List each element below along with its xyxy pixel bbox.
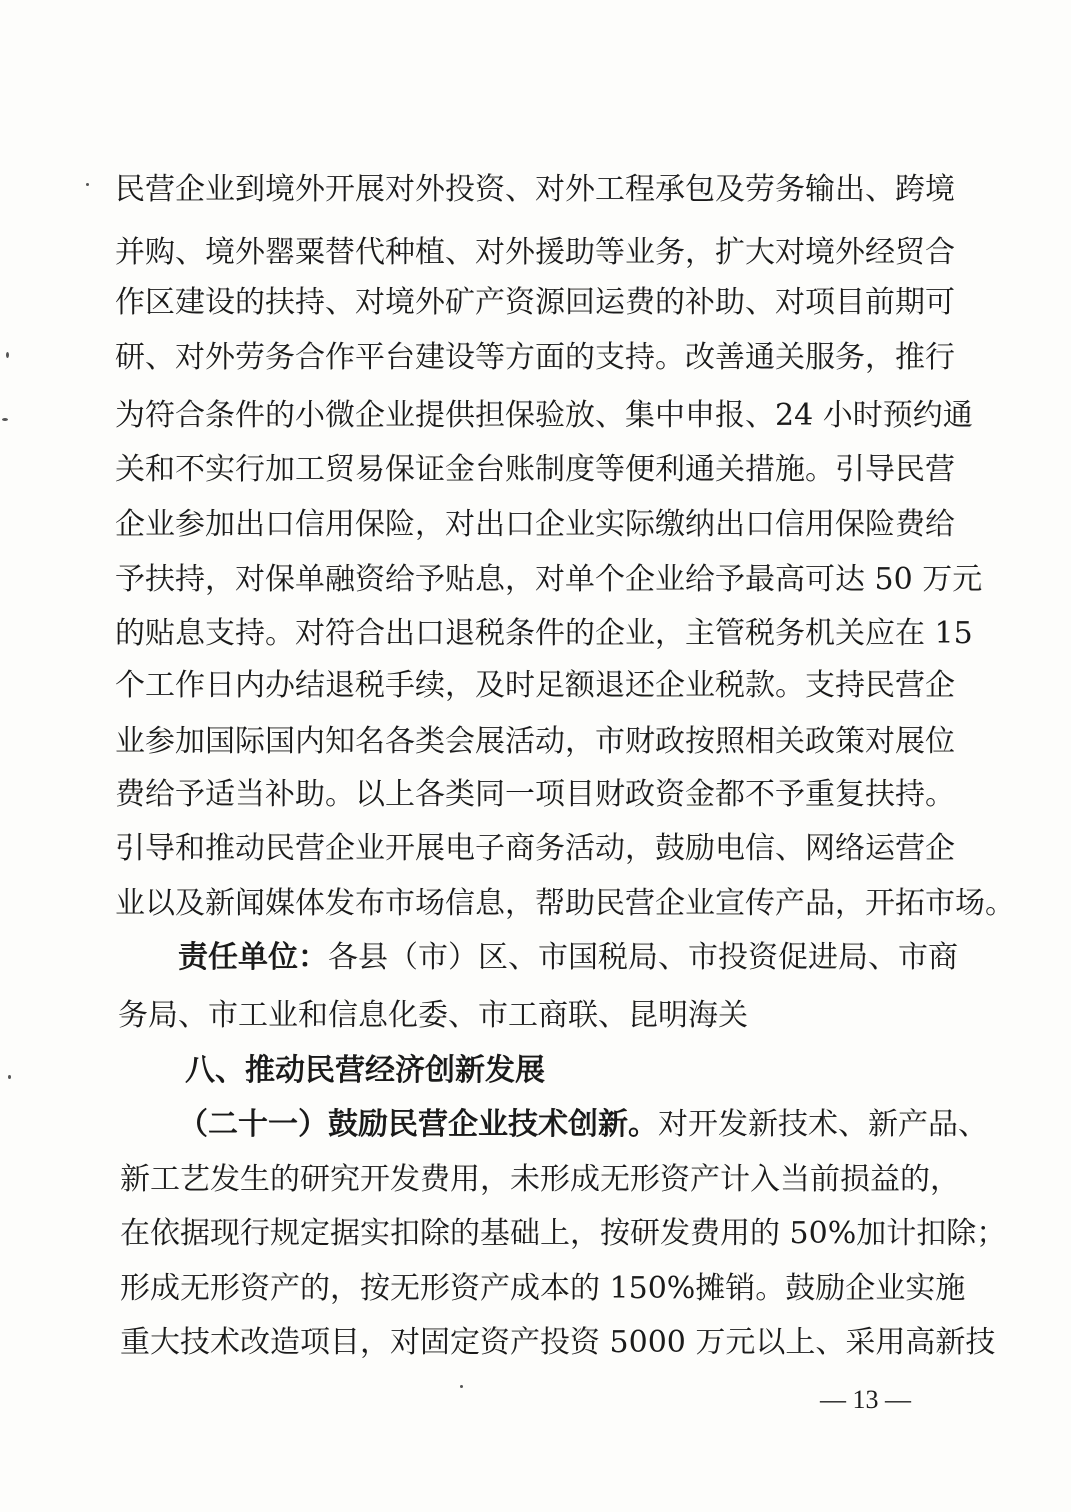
body-line: 予扶持，对保单融资给予贴息，对单个企业给予最高可达 50 万元: [115, 562, 983, 597]
subsection-line: 重大技术改造项目，对固定资产投资 5000 万元以上、采用高新技: [120, 1325, 996, 1360]
responsibility-line: 务局、市工业和信息化委、市工商联、昆明海关: [118, 998, 748, 1033]
body-line: 业以及新闻媒体发布市场信息，帮助民营企业宣传产品，开拓市场。: [115, 886, 1015, 921]
responsibility-label: 责任单位：: [178, 940, 328, 975]
subsection-line: 新工艺发生的研究开发费用，未形成无形资产计入当前损益的，: [120, 1162, 960, 1197]
subsection-line: 在依据现行规定据实扣除的基础上，按研发费用的 50%加计扣除；: [120, 1216, 1007, 1251]
scan-speck: [86, 183, 89, 186]
body-line: 并购、境外罂粟替代种植、对外援助等业务，扩大对境外经贸合: [115, 235, 955, 270]
body-line: 民营企业到境外开展对外投资、对外工程承包及劳务输出、跨境: [115, 172, 955, 207]
body-line: 业参加国际国内知名各类会展活动，市财政按照相关政策对展位: [115, 724, 955, 759]
body-line: 引导和推动民营企业开展电子商务活动，鼓励电信、网络运营企: [115, 831, 955, 866]
scan-speck: [6, 352, 9, 358]
body-line: 个工作日内办结退税手续，及时足额退还企业税款。支持民营企: [115, 668, 955, 703]
responsibility-text: 各县（市）区、市国税局、市投资促进局、市商: [328, 940, 958, 975]
subsection-label: （二十一）鼓励民营企业技术创新。: [178, 1107, 658, 1142]
body-line: 费给予适当补助。以上各类同一项目财政资金都不予重复扶持。: [115, 777, 955, 812]
subsection-line: [178, 1105, 1071, 1145]
page-number: — 13 —: [820, 1385, 911, 1414]
body-line: 作区建设的扶持、对境外矿产资源回运费的补助、对项目前期可: [115, 285, 955, 320]
subsection-line: 形成无形资产的，按无形资产成本的 150%摊销。鼓励企业实施: [120, 1271, 966, 1306]
body-line: 企业参加出口信用保险，对出口企业实际缴纳出口信用保险费给: [115, 507, 955, 542]
scan-speck: [8, 1075, 11, 1079]
body-line: 关和不实行加工贸易保证金台账制度等便利通关措施。引导民营: [115, 452, 955, 487]
scan-speck: [2, 418, 8, 421]
body-line: 研、对外劳务合作平台建设等方面的支持。改善通关服务，推行: [115, 340, 955, 375]
responsibility-line: [178, 938, 1071, 978]
body-line: 的贴息支持。对符合出口退税条件的企业，主管税务机关应在 15: [115, 616, 973, 651]
body-line: 为符合条件的小微企业提供担保验放、集中申报、24 小时预约通: [115, 398, 973, 433]
section-heading: 八、推动民营经济创新发展: [185, 1053, 545, 1088]
scan-speck: [460, 1385, 463, 1388]
subsection-text: 对开发新技术、新产品、: [658, 1107, 988, 1142]
